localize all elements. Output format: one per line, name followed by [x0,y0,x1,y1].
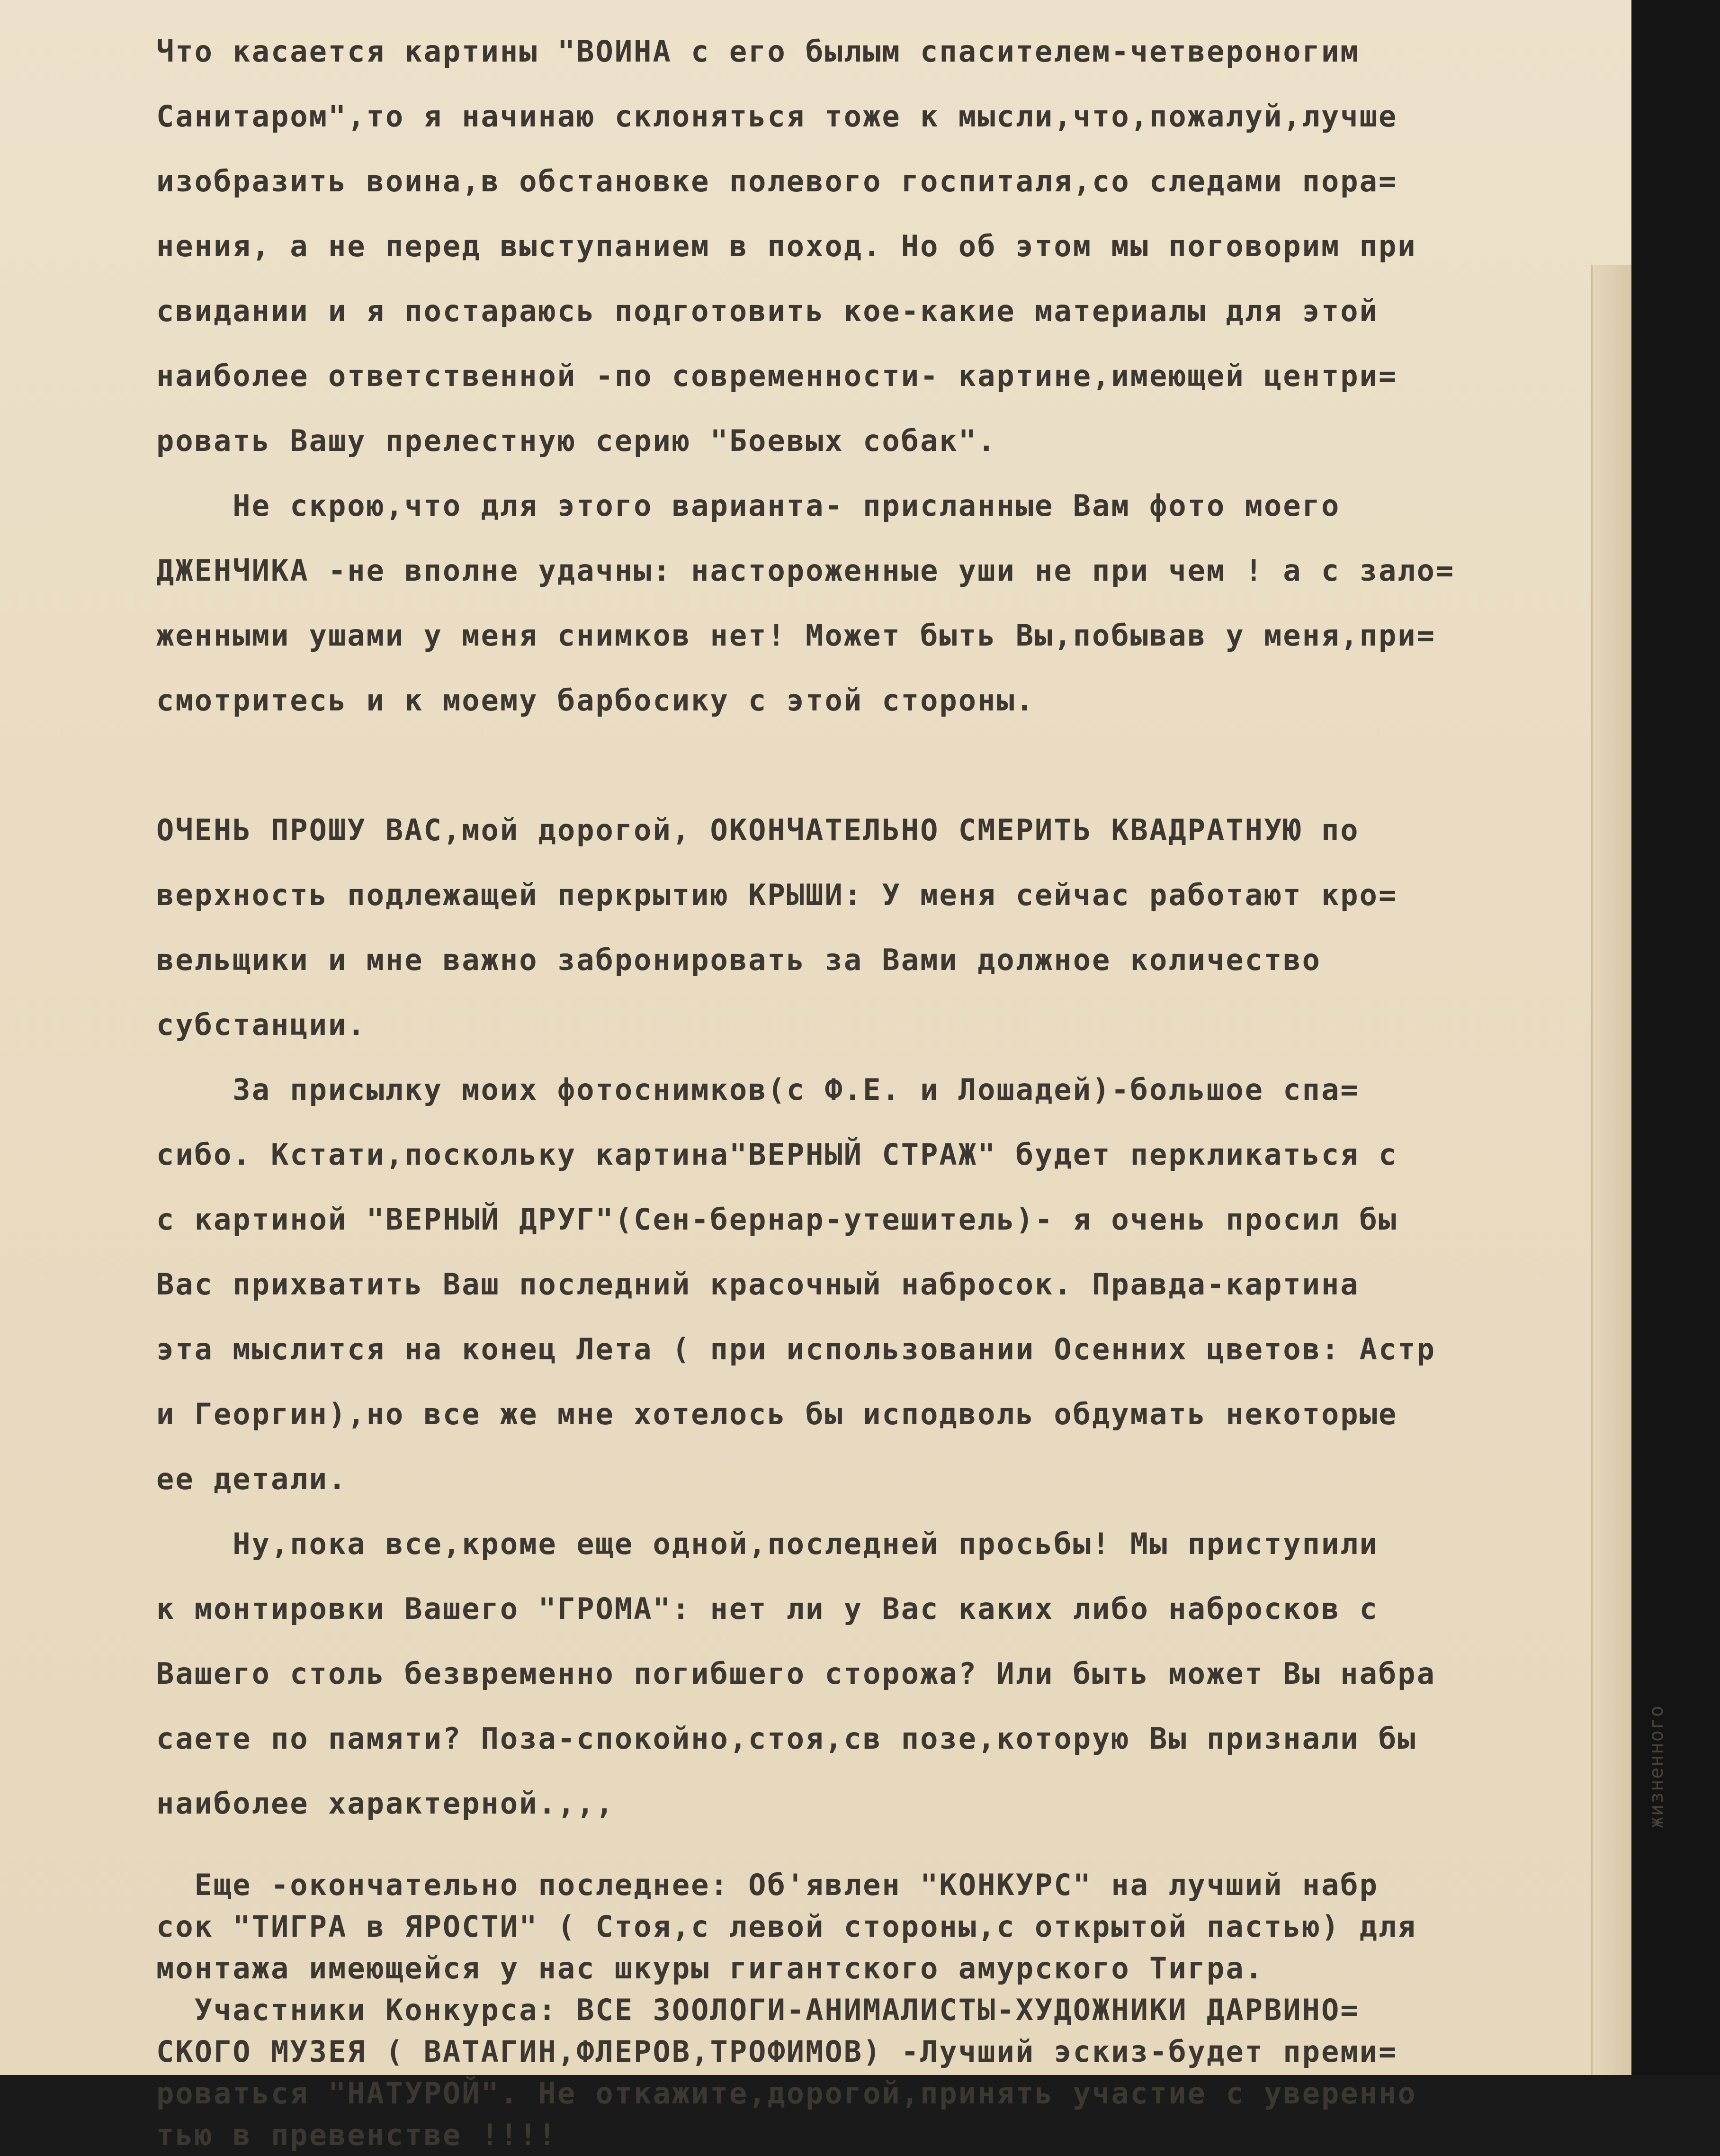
text-line: и Георгин),но все же мне хотелось бы исподволь обдумать некоторые [156,1397,1398,1431]
text-line: Вашего столь безвременно погибшего сторожа? Или быть может Вы набра [156,1656,1436,1691]
text-line: изобразить воина,в обстановке полевого госпиталя,со следами пора= [156,164,1398,198]
text-line: СКОГО МУЗЕЯ ( ВАТАГИН,ФЛЕРОВ,ТРОФИМОВ) -Лучший эскиз-будет преми= [156,2034,1398,2069]
text-line: Еще -окончательно последнее: Об'явлен "КОНКУРС" на лучший набр [156,1868,1379,1902]
text-line: Вас прихватить Ваш последний красочный набросок. Правда-картина [156,1267,1360,1302]
text-line: вельщики и мне важно забронировать за Вами должное количество [156,943,1321,977]
text-line: наиболее характерной.,,, [156,1786,615,1821]
text-line: свидании и я постараюсь подготовить кое-какие материалы для этой [156,294,1379,328]
text-line: сибо. Кстати,поскольку картина"ВЕРНЫЙ СТРАЖ" будет перкликаться с [156,1137,1398,1172]
text-line: эта мыслится на конец Лета ( при использовании Осенних цветов: Астр [156,1332,1436,1366]
paragraph-group-roof [156,798,1591,1836]
paragraph-group-final [156,1864,1591,2156]
text-line: смотритесь и к моему барбосику с этой стороны. [156,683,1035,718]
text-line: саете по памяти? Поза-спокойно,стоя,св позе,которую Вы признали бы [156,1721,1417,1756]
text-line: Что касается картины "ВОИНА с его былым спасителем-четвероногим [156,34,1360,69]
text-line: роваться "НАТУРОЙ". Не откажите,дорогой,принять участие с уверенно [156,2076,1417,2111]
scan-background [1631,0,1720,2075]
text-line: женными ушами у меня снимков нет! Может быть Вы,побывав у меня,при= [156,618,1436,653]
text-line: ДЖЕНЧИКА -не вполне удачны: настороженные уши не при чем ! а с зало= [156,553,1455,588]
text-line: Участники Конкурса: ВСЕ ЗООЛОГИ-АНИМАЛИСТЫ-ХУДОЖНИКИ ДАРВИНО= [156,1993,1360,2027]
text-line: За присылку моих фотоснимков(с Ф.Е. и Лошадей)-большое спа= [156,1072,1360,1107]
text-line: Санитаром",то я начинаю склоняться тоже к мысли,что,пожалуй,лучше [156,99,1398,134]
text-line: ОЧЕНЬ ПРОШУ ВАС,мой дорогой, ОКОНЧАТЕЛЬНО СМЕРИТЬ КВАДРАТНУЮ по [156,813,1360,847]
paragraph-gap [156,1836,1591,1864]
text-line: наиболее ответственной -по современности- картине,имеющей центри= [156,359,1398,393]
paragraph-gap [156,733,1591,798]
text-line: верхность подлежащей перкрытию КРЫШИ: У меня сейчас работают кро= [156,878,1398,912]
text-line: ее детали. [156,1462,348,1496]
letter-body [156,19,1591,2156]
text-line: субстанции. [156,1007,367,1042]
text-line: ровать Вашу прелестную серию "Боевых собак". [156,423,997,458]
text-line: Не скрою,что для этого варианта- присланные Вам фото моего [156,488,1341,523]
text-line: монтажа имеющейся у нас шкуры гигантского амурского Тигра. [156,1951,1264,1985]
text-line: нения, а не перед выступанием в поход. Но об этом мы поговорим при [156,229,1417,263]
text-line: тью в превенстве !!!! [156,2118,557,2152]
text-line: к монтировки Вашего "ГРОМА": нет ли у Вас каких либо набросков с [156,1591,1379,1626]
paragraph-group-main [156,19,1591,733]
text-line: сок "ТИГРА в ЯРОСТИ" ( Стоя,с левой стороны,с открытой пастью) для [156,1909,1417,1944]
text-line: с картиной "ВЕРНЫЙ ДРУГ"(Сен-бернар-утешитель)- я очень просил бы [156,1202,1398,1237]
text-line: Ну,пока все,кроме еще одной,последней просьбы! Мы приступили [156,1527,1379,1561]
margin-label: жизненного [1646,1705,1667,1828]
